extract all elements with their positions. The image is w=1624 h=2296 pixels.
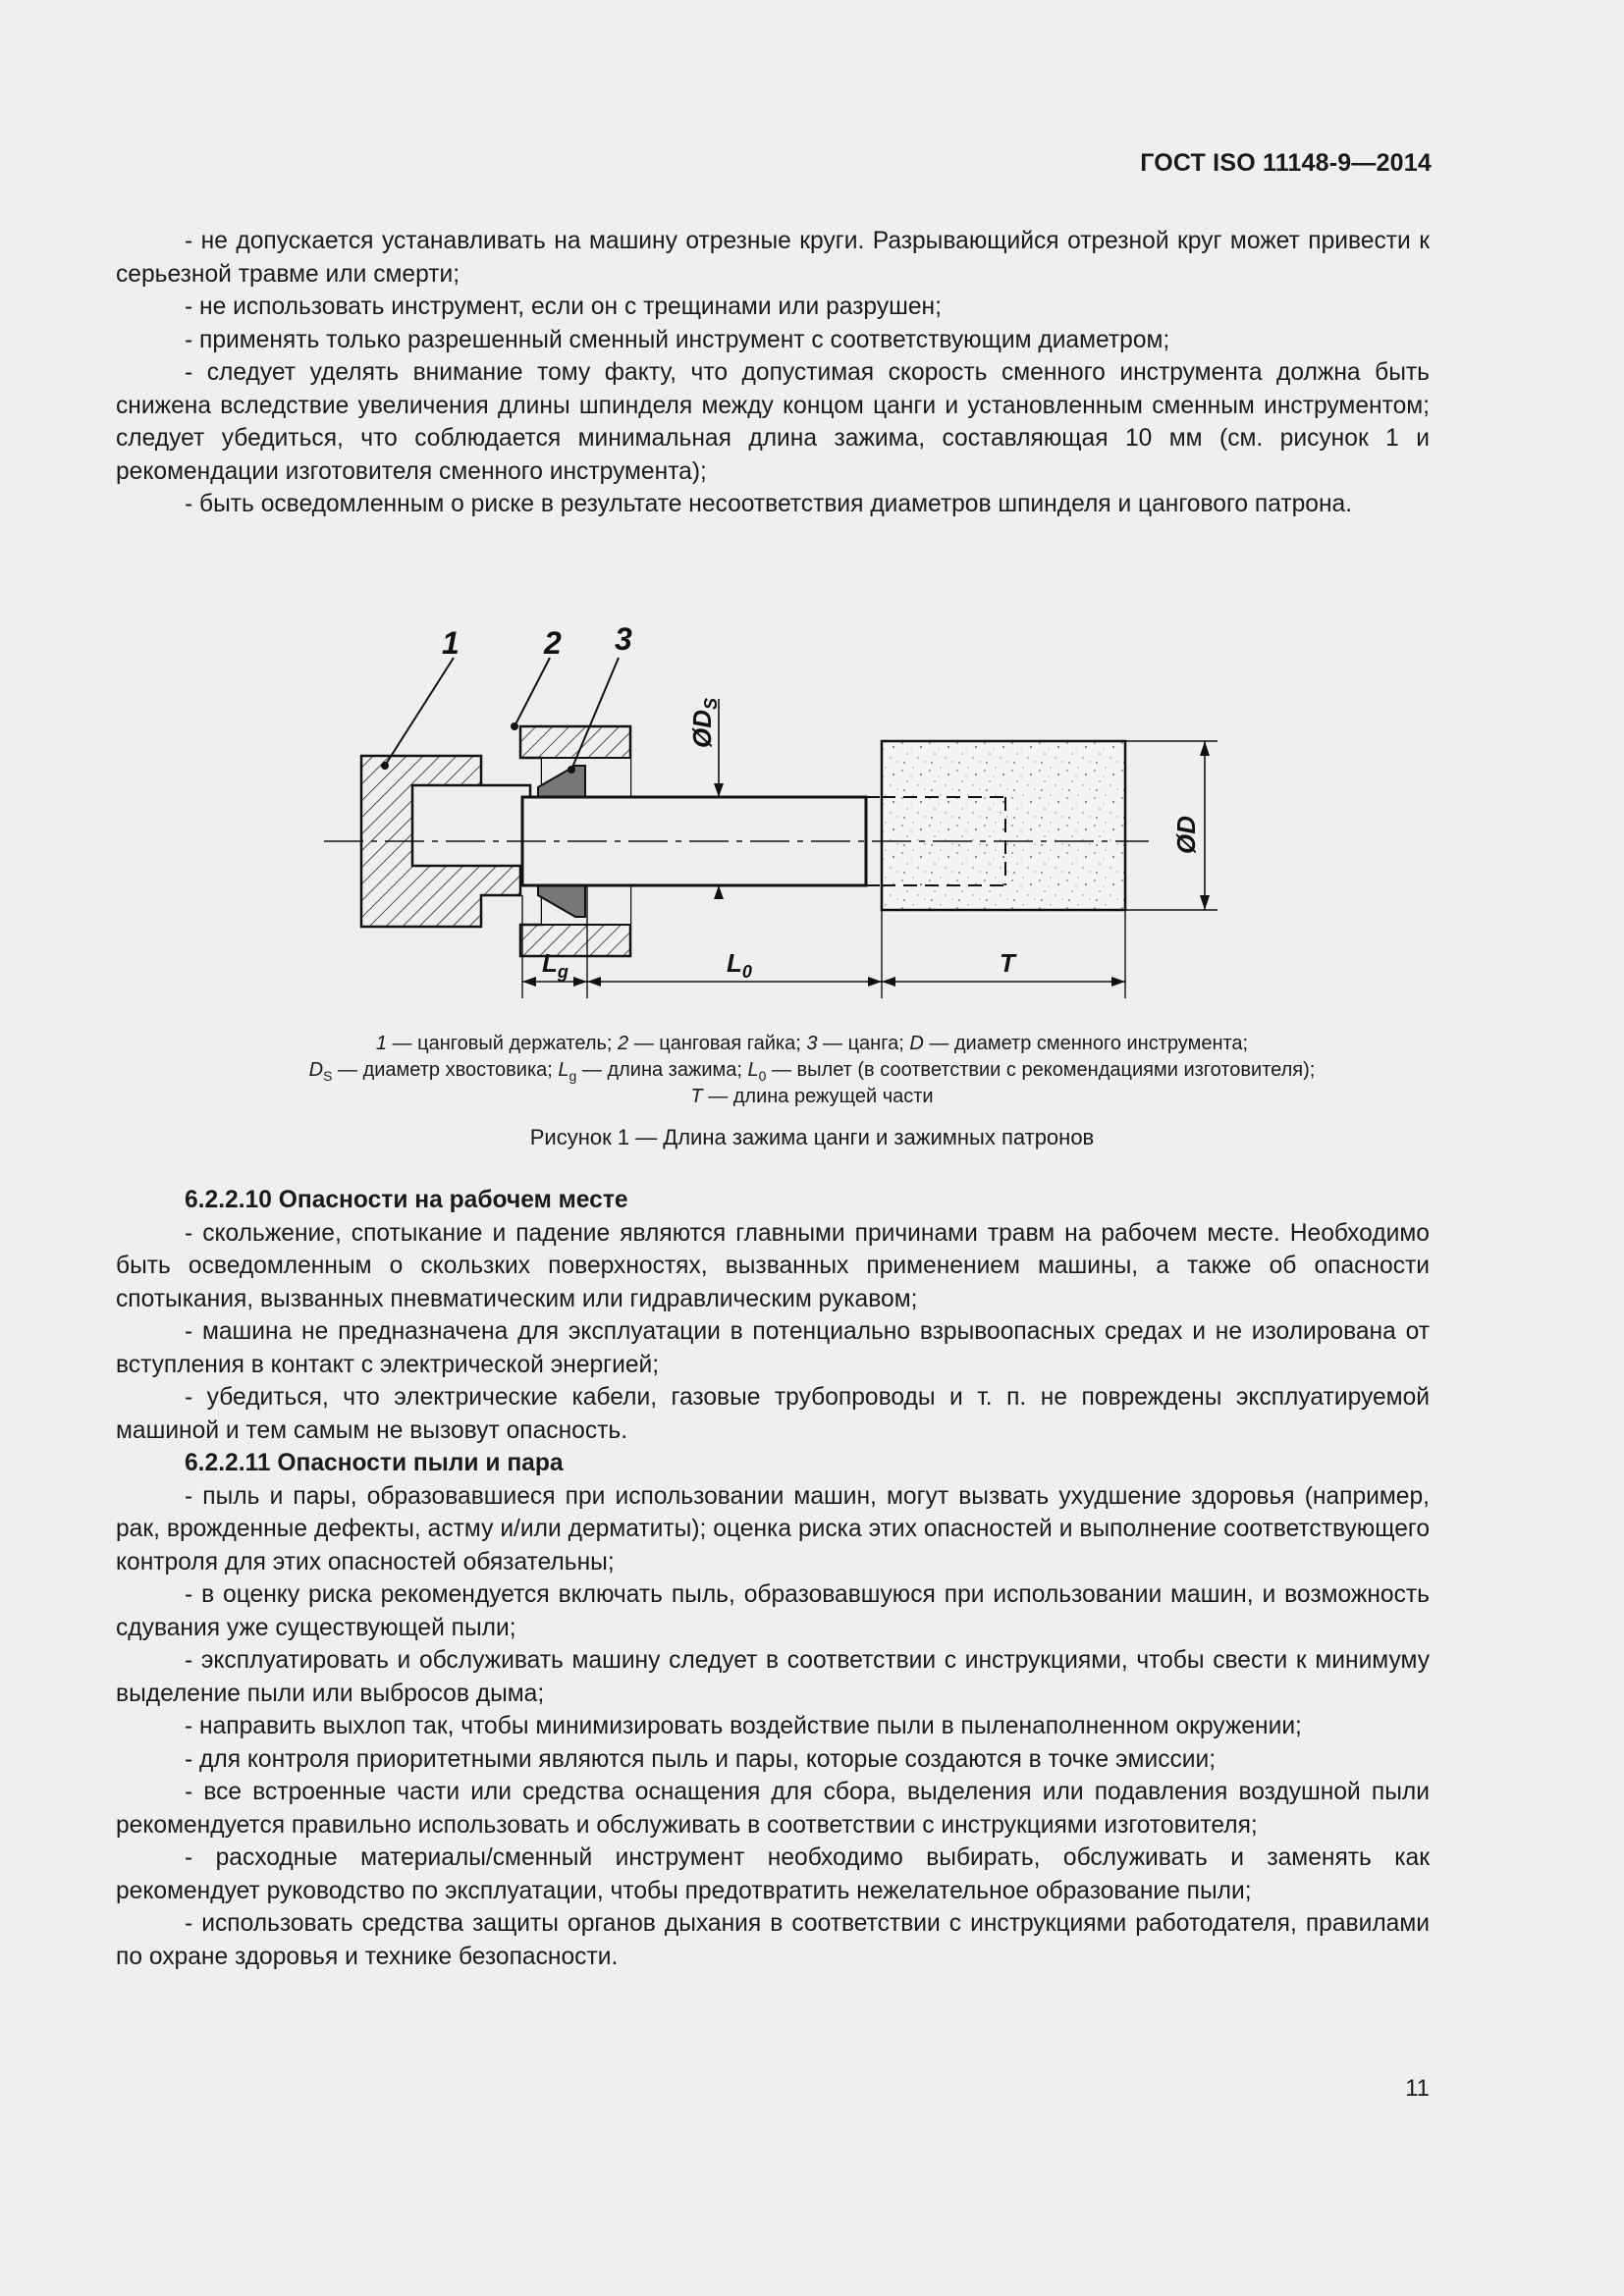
list-item: - в оценку риска рекомендуется включать пыль, образовавшуюся при использовании машин, и возможность сдувания уже существующей пыли; xyxy=(116,1581,1430,1641)
list-item: - пыль и пары, образовавшиеся при использовании машин, могут вызвать ухудшение здоровья (например, рак, врожденные дефекты, астму и/или дерматиты); оценка риска этих опасностей и выполнение соответствующего контроля для этих опасностей обязательны; xyxy=(116,1482,1430,1575)
l0-label: $L_0$ xyxy=(727,948,752,982)
list-item: - использовать средства защиты органов дыхания в соответствии с инструкциями работодателя, правилами по охране здоровья и технике безопасности. xyxy=(116,1910,1430,1970)
list-item: - не допускается устанавливать на машину отрезные круги. Разрывающийся отрезной круг может привести к серьезной травме или смерти; xyxy=(116,228,1430,288)
document-header: ГОСТ ISO 11148-9—2014 xyxy=(1140,149,1432,177)
list-item: - расходные материалы/сменный инструмент необходимо выбирать, обслуживать и заменять как рекомендует руководство по эксплуатации, чтобы предотвратить нежелательное образование пыли; xyxy=(116,1844,1430,1904)
list-item: - машина не предназначена для эксплуатации в потенциально взрывоопасных средах и не изолирована от вступления в контакт с электрической энергией; xyxy=(116,1318,1430,1378)
callout-2: 2 xyxy=(544,625,562,661)
intro-list xyxy=(116,225,1430,521)
lg-label: $L_g$ xyxy=(542,948,568,982)
legend-line-2: $D_S$ — диаметр хвостовика; $L_g$ — длина зажима; $L_0$ — вылет (в соответствии с рекомендациями изготовителя); xyxy=(308,1059,1316,1084)
section-heading: 6.2.2.11 Опасности пыли и пара xyxy=(185,1450,564,1476)
list-item: - все встроенные части или средства оснащения для сбора, выделения или подавления воздушной пыли рекомендуется правильно использовать и обслуживать в соответствии с инструкциями изготовителя; xyxy=(116,1779,1430,1839)
page-number: 11 xyxy=(1405,2075,1430,2102)
callout-3: 3 xyxy=(615,621,632,657)
list-item: - направить выхлоп так, чтобы минимизировать воздействие пыли в пыленаполненном окружении; xyxy=(185,1713,1302,1739)
list-item: - следует уделять внимание тому факту, что допустимая скорость сменного инструмента должна быть снижена вследствие увеличения длины шпинделя между концом цанги и установленным сменным инструментом; следует убедиться, что соблюдается минимальная длина зажима, составляющая 10 мм (см. рисунок 1 и рекомендации изготовителя сменного инструмента); xyxy=(116,359,1430,485)
t-label: T xyxy=(1000,948,1015,978)
list-item: - не использовать инструмент, если он с трещинами или разрушен; xyxy=(185,294,942,320)
section-heading: 6.2.2.10 Опасности на рабочем месте xyxy=(185,1187,628,1213)
hazards-section xyxy=(116,1184,1430,1973)
legend-line-1: 1 — цанговый держатель; 2 — цанговая гайка; 3 — цанга; D — диаметр сменного инструмента; xyxy=(375,1033,1249,1054)
ds-label: $ØD_S$ xyxy=(687,697,721,748)
figure-caption: Рисунок 1 — Длина зажима цанги и зажимных патронов xyxy=(529,1125,1095,1149)
legend-line-3: T — длина режущей части xyxy=(690,1086,934,1107)
list-item: - скольжение, спотыкание и падение являются главными причинами травм на рабочем месте. Необходимо быть осведомленным о скользких поверхностях, вызванных применением машины, а также об опасности спотыкания, вызванных пневматическим или гидравлическим рукавом; xyxy=(116,1219,1430,1312)
callout-1: 1 xyxy=(442,625,460,661)
list-item: - для контроля приоритетными являются пыль и пары, которые создаются в точке эмиссии; xyxy=(185,1745,1217,1773)
grinding-wheel xyxy=(882,741,1125,910)
list-item: - применять только разрешенный сменный инструмент с соответствующим диаметром; xyxy=(185,326,1170,353)
list-item: - убедиться, что электрические кабели, газовые трубопроводы и т. п. не повреждены эксплуатируемой машиной и тем самым не вызовут опасность. xyxy=(116,1384,1430,1444)
list-item: - эксплуатировать и обслуживать машину следует в соответствии с инструкциями, чтобы свести к минимуму выделение пыли или выбросов дыма; xyxy=(116,1647,1430,1707)
figure-collet-diagram xyxy=(295,601,1296,1018)
d-label: ØD xyxy=(1171,816,1201,854)
figure-legend xyxy=(0,1031,1624,1110)
list-item: - быть осведомленным о риске в результате несоответствия диаметров шпинделя и цангового патрона. xyxy=(185,491,1353,517)
